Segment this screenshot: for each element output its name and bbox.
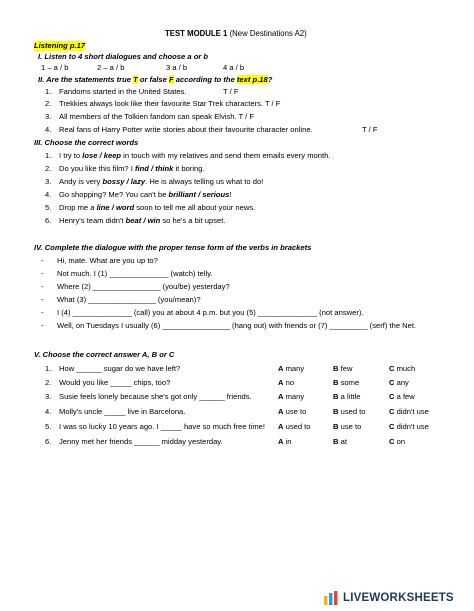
s3-item-5: 5. Drop me a line / word soon to tell me all about your news. (45, 203, 256, 212)
s5-question-4: 4. Molly's uncle _____ live in Barcelona. (45, 407, 186, 416)
s2-item-1-tf[interactable]: T / F (223, 87, 239, 96)
s2-item-1: 1. Fandoms started in the United States. (45, 87, 187, 96)
s2-item-3[interactable]: 3. All members of the Tolkien fandom can speak Elvish. T / F (45, 112, 254, 121)
dialogue-line[interactable]: - Hi, mate. What are you up to? (41, 256, 158, 265)
page-title: TEST MODULE 1 (New Destinations A2) (165, 29, 307, 38)
s5-question-3: 3. Susie feels lonely because she's got only ______ friends. (45, 392, 252, 401)
s3-item-1: 1. I try to lose / keep in touch with my relatives and send them emails every month. (45, 151, 331, 160)
dialogue-line[interactable]: - Well, on Tuesdays I usually (6) ________________ (hang out) with friends or (7) _________ (serf) the Net. (41, 321, 417, 330)
s1-answer-2[interactable]: 2 – a / b (97, 63, 125, 72)
section-3-heading: III. Choose the correct words (34, 138, 139, 147)
section-1-heading: I. Listen to 4 short dialogues and choose a or b (38, 52, 209, 61)
text-reference: text p.18 (236, 75, 268, 84)
brand-text: LIVEWORKSHEETS (343, 592, 454, 604)
dialogue-line[interactable]: - Not much. I (1) ______________ (watch) telly. (41, 269, 213, 278)
option-c[interactable]: C didn't use (389, 422, 429, 431)
s1-answer-4[interactable]: 4 a / b (223, 63, 245, 72)
s1-answer-3[interactable]: 3 a / b (166, 63, 188, 72)
option-a[interactable]: A many (278, 364, 305, 373)
s5-question-2: 2. Would you like _____ chips, too? (45, 378, 171, 387)
option-c[interactable]: C on (389, 437, 406, 446)
section-2-heading: II. Are the statements true T or false F according to the text p.18? (38, 75, 273, 84)
liveworksheets-logo (323, 589, 454, 607)
word-choice[interactable]: line / word (96, 203, 135, 212)
s2-item-4: 4. Real fans of Harry Potter write stories about their favourite character online. (45, 125, 313, 134)
word-choice[interactable]: brilliant / serious (168, 190, 230, 199)
option-c[interactable]: C any (389, 378, 409, 387)
option-a[interactable]: A use to (278, 407, 307, 416)
s3-item-2: 2. Do you like this film? I find / think it boring. (45, 164, 205, 173)
section-5-heading: V. Choose the correct answer A, B or C (34, 350, 175, 359)
word-choice[interactable]: bossy / lazy (102, 177, 146, 186)
option-a[interactable]: A many (278, 392, 305, 401)
option-a[interactable]: A no (278, 378, 295, 387)
option-b[interactable]: B used to (333, 407, 366, 416)
s5-question-6: 6. Jenny met her friends ______ midday yesterday. (45, 437, 223, 446)
s3-item-4: 4. Go shopping? Me? You can't be brilliant / serious! (45, 190, 232, 199)
word-choice[interactable]: find / think (134, 164, 174, 173)
s1-answer-1[interactable]: 1 – a / b (41, 63, 69, 72)
listening-label: Listening p.17 (34, 41, 86, 50)
s2-item-2[interactable]: 2. Trekkies always look like their favourite Star Trek characters. T / F (45, 99, 281, 108)
s3-item-6: 6. Henry's team didn't beat / win so he's a bit upset. (45, 216, 226, 225)
option-c[interactable]: C a few (389, 392, 415, 401)
option-b[interactable]: B a little (333, 392, 361, 401)
word-choice[interactable]: beat / win (125, 216, 161, 225)
logo-icon (323, 590, 339, 606)
option-a[interactable]: A in (278, 437, 292, 446)
option-b[interactable]: B use to (333, 422, 362, 431)
dialogue-line[interactable]: - I (4) ______________ (call) you at about 4 p.m. but you (5) ______________ (not answer). (41, 308, 364, 317)
dialogue-line[interactable]: - Where (2) ________________ (you/be) yesterday? (41, 282, 230, 291)
option-b[interactable]: B few (333, 364, 353, 373)
option-c[interactable]: C didn't use (389, 407, 429, 416)
option-b[interactable]: B some (333, 378, 360, 387)
s5-question-1: 1. How ______ sugar do we have left? (45, 364, 181, 373)
option-b[interactable]: B at (333, 437, 347, 446)
s3-item-3: 3. Andy is very bossy / lazy. He is always telling us what to do! (45, 177, 264, 186)
s2-item-4-tf[interactable]: T / F (362, 125, 378, 134)
s5-question-5: 5. I was so lucky 10 years ago. I _____ have so much free time! (45, 422, 265, 431)
section-4-heading: IV. Complete the dialogue with the proper tense form of the verbs in brackets (34, 243, 312, 252)
dialogue-line[interactable]: - What (3) ________________ (you/mean)? (41, 295, 201, 304)
option-a[interactable]: A used to (278, 422, 311, 431)
option-c[interactable]: C much (389, 364, 416, 373)
word-choice[interactable]: lose / keep (82, 151, 122, 160)
